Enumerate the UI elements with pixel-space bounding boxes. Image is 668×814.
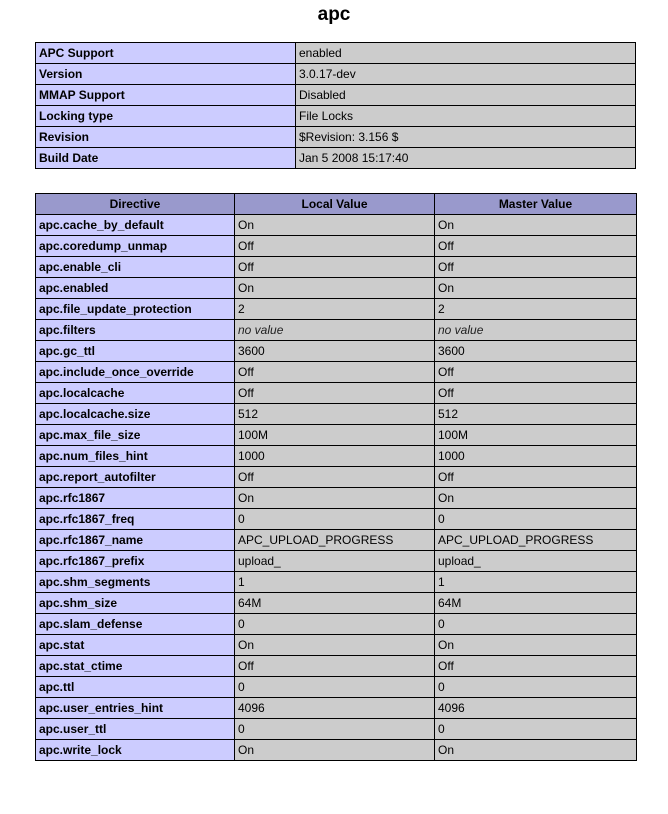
- directive-master-value: 1: [435, 572, 637, 593]
- directive-header-row: [36, 194, 637, 215]
- directive-name: apc.coredump_unmap: [36, 236, 235, 257]
- directive-row: [36, 341, 637, 362]
- info-value: $Revision: 3.156 $: [296, 127, 636, 148]
- directive-master-value: Off: [435, 362, 637, 383]
- directive-master-value: 4096: [435, 698, 637, 719]
- directive-name: apc.enabled: [36, 278, 235, 299]
- info-row: [36, 43, 636, 64]
- directive-name: apc.user_entries_hint: [36, 698, 235, 719]
- info-row: [36, 64, 636, 85]
- directive-local-value: On: [235, 635, 435, 656]
- directive-row: [36, 635, 637, 656]
- directive-table: [35, 193, 637, 761]
- directive-local-value: 512: [235, 404, 435, 425]
- directive-master-value: On: [435, 740, 637, 761]
- directive-row: [36, 509, 637, 530]
- directive-local-value: Off: [235, 467, 435, 488]
- directive-local-value: 1: [235, 572, 435, 593]
- directive-row: [36, 656, 637, 677]
- directive-local-value: no value: [235, 320, 435, 341]
- directive-master-value: Off: [435, 257, 637, 278]
- directive-name: apc.cache_by_default: [36, 215, 235, 236]
- directive-local-value: On: [235, 278, 435, 299]
- directive-row: [36, 215, 637, 236]
- directive-name: apc.localcache: [36, 383, 235, 404]
- directive-name: apc.localcache.size: [36, 404, 235, 425]
- directive-local-value: Off: [235, 257, 435, 278]
- directive-row: [36, 551, 637, 572]
- directive-local-value: 0: [235, 614, 435, 635]
- directive-name: apc.ttl: [36, 677, 235, 698]
- directive-master-value: On: [435, 215, 637, 236]
- info-row: [36, 127, 636, 148]
- directive-master-value: Off: [435, 383, 637, 404]
- directive-row: [36, 362, 637, 383]
- info-key: Revision: [36, 127, 296, 148]
- directive-row: [36, 488, 637, 509]
- directive-local-value: Off: [235, 656, 435, 677]
- info-value: File Locks: [296, 106, 636, 127]
- local-value-column-header: Local Value: [235, 194, 435, 215]
- info-value: Jan 5 2008 15:17:40: [296, 148, 636, 169]
- directive-name: apc.stat: [36, 635, 235, 656]
- directive-name: apc.file_update_protection: [36, 299, 235, 320]
- apc-info-body: [36, 43, 636, 169]
- directive-local-value: On: [235, 215, 435, 236]
- directive-master-value: upload_: [435, 551, 637, 572]
- directive-local-value: On: [235, 488, 435, 509]
- directive-name: apc.shm_size: [36, 593, 235, 614]
- directive-master-value: Off: [435, 467, 637, 488]
- info-key: MMAP Support: [36, 85, 296, 106]
- directive-row: [36, 740, 637, 761]
- directive-name: apc.include_once_override: [36, 362, 235, 383]
- directive-row: [36, 614, 637, 635]
- info-key: APC Support: [36, 43, 296, 64]
- directive-row: [36, 383, 637, 404]
- directive-column-header: Directive: [36, 194, 235, 215]
- master-value-column-header: Master Value: [435, 194, 637, 215]
- directive-name: apc.rfc1867: [36, 488, 235, 509]
- info-row: [36, 148, 636, 169]
- directive-local-value: APC_UPLOAD_PROGRESS: [235, 530, 435, 551]
- directive-name: apc.rfc1867_name: [36, 530, 235, 551]
- directive-local-value: 1000: [235, 446, 435, 467]
- directive-master-value: 2: [435, 299, 637, 320]
- directive-master-value: Off: [435, 656, 637, 677]
- directive-master-value: 3600: [435, 341, 637, 362]
- directive-master-value: 512: [435, 404, 637, 425]
- directive-row: [36, 425, 637, 446]
- directive-table-body: [36, 215, 637, 761]
- directive-local-value: 0: [235, 677, 435, 698]
- directive-master-value: 100M: [435, 425, 637, 446]
- directive-master-value: On: [435, 278, 637, 299]
- directive-master-value: 64M: [435, 593, 637, 614]
- directive-name: apc.report_autofilter: [36, 467, 235, 488]
- directive-master-value: 0: [435, 719, 637, 740]
- directive-local-value: 100M: [235, 425, 435, 446]
- directive-name: apc.num_files_hint: [36, 446, 235, 467]
- info-row: [36, 85, 636, 106]
- directive-row: [36, 404, 637, 425]
- directive-row: [36, 719, 637, 740]
- directive-master-value: Off: [435, 236, 637, 257]
- info-value: Disabled: [296, 85, 636, 106]
- directive-local-value: 4096: [235, 698, 435, 719]
- directive-master-value: no value: [435, 320, 637, 341]
- directive-local-value: On: [235, 740, 435, 761]
- directive-master-value: On: [435, 635, 637, 656]
- apc-info-table: [35, 42, 636, 169]
- directive-local-value: Off: [235, 383, 435, 404]
- info-value: 3.0.17-dev: [296, 64, 636, 85]
- directive-name: apc.user_ttl: [36, 719, 235, 740]
- directive-local-value: Off: [235, 362, 435, 383]
- directive-master-value: 1000: [435, 446, 637, 467]
- directive-row: [36, 257, 637, 278]
- directive-name: apc.rfc1867_prefix: [36, 551, 235, 572]
- directive-local-value: 0: [235, 509, 435, 530]
- directive-master-value: 0: [435, 677, 637, 698]
- directive-name: apc.shm_segments: [36, 572, 235, 593]
- directive-local-value: 2: [235, 299, 435, 320]
- directive-row: [36, 446, 637, 467]
- directive-name: apc.max_file_size: [36, 425, 235, 446]
- directive-row: [36, 698, 637, 719]
- directive-master-value: On: [435, 488, 637, 509]
- directive-row: [36, 467, 637, 488]
- info-key: Locking type: [36, 106, 296, 127]
- directive-name: apc.rfc1867_freq: [36, 509, 235, 530]
- info-row: [36, 106, 636, 127]
- directive-row: [36, 572, 637, 593]
- directive-row: [36, 236, 637, 257]
- directive-local-value: 64M: [235, 593, 435, 614]
- page-title: apc: [317, 4, 351, 25]
- directive-name: apc.filters: [36, 320, 235, 341]
- directive-name: apc.gc_ttl: [36, 341, 235, 362]
- directive-row: [36, 278, 637, 299]
- directive-master-value: 0: [435, 614, 637, 635]
- directive-local-value: 0: [235, 719, 435, 740]
- directive-local-value: Off: [235, 236, 435, 257]
- directive-row: [36, 593, 637, 614]
- directive-local-value: 3600: [235, 341, 435, 362]
- directive-name: apc.slam_defense: [36, 614, 235, 635]
- directive-name: apc.write_lock: [36, 740, 235, 761]
- info-value: enabled: [296, 43, 636, 64]
- directive-row: [36, 299, 637, 320]
- info-key: Version: [36, 64, 296, 85]
- directive-local-value: upload_: [235, 551, 435, 572]
- directive-row: [36, 320, 637, 341]
- directive-master-value: 0: [435, 509, 637, 530]
- directive-master-value: APC_UPLOAD_PROGRESS: [435, 530, 637, 551]
- directive-name: apc.stat_ctime: [36, 656, 235, 677]
- directive-name: apc.enable_cli: [36, 257, 235, 278]
- directive-row: [36, 677, 637, 698]
- directive-row: [36, 530, 637, 551]
- info-key: Build Date: [36, 148, 296, 169]
